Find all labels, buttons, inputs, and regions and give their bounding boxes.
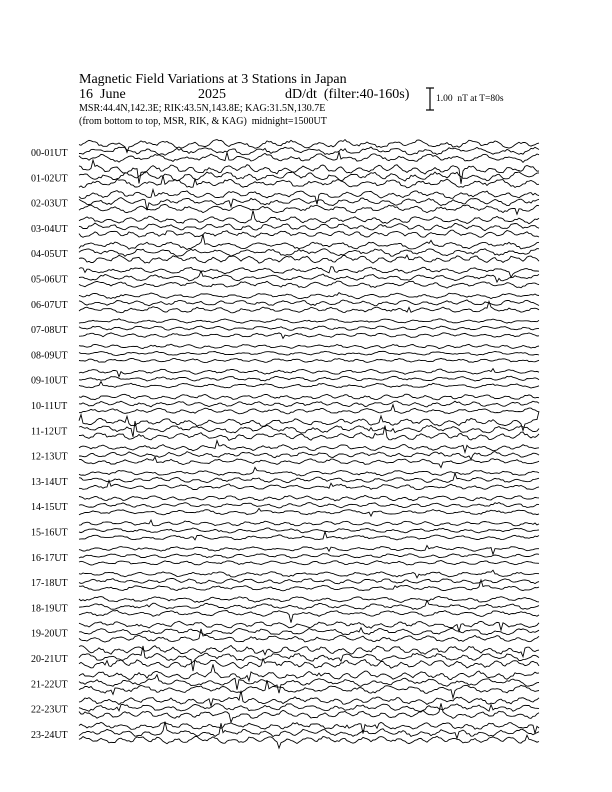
hour-row-12-13UT [31,441,539,468]
station-coordinates: MSR:44.4N,142.3E; RIK:43.5N,143.8E; KAG:31.5N,130.7E [79,103,326,114]
hour-label: 16-17UT [31,552,68,564]
hour-label: 17-18UT [31,578,68,590]
trace-MSR-07-08UT [79,333,539,339]
trace-MSR-09-10UT [79,382,539,389]
trace-KAG-16-17UT [79,546,539,555]
hour-label: 22-23UT [31,704,68,716]
hour-label: 04-05UT [31,249,68,261]
trace-KAG-17-18UT [79,570,539,578]
trace-MSR-06-07UT [79,301,539,312]
hour-label: 19-20UT [31,628,68,640]
trace-MSR-08-09UT [79,358,539,362]
trace-KAG-13-14UT [79,467,539,475]
hour-row-01-02UT [31,160,539,188]
hour-label: 12-13UT [31,451,68,463]
hour-label: 13-14UT [31,476,68,488]
hour-row-18-19UT [31,596,539,622]
hour-row-21-22UT [31,664,539,698]
hour-label: 23-24UT [31,729,68,741]
hour-label: 15-16UT [31,527,68,539]
trace-RIK-11-12UT [79,421,539,437]
trace-RIK-10-11UT [79,401,539,407]
trace-RIK-01-02UT [79,172,539,182]
chart-year: 2025 [198,87,226,102]
trace-RIK-17-18UT [79,578,539,583]
trace-KAG-18-19UT [79,596,539,602]
chart-title: Magnetic Field Variations at 3 Stations in Japan [79,72,347,87]
trace-KAG-10-11UT [79,394,539,400]
hour-row-13-14UT [31,467,539,489]
trace-RIK-21-22UT [79,675,539,693]
trace-RIK-04-05UT [79,249,539,257]
trace-RIK-15-16UT [79,528,539,533]
trace-RIK-19-20UT [79,628,539,635]
hour-row-10-11UT [31,394,539,414]
trace-MSR-21-22UT [79,680,539,698]
hour-label: 02-03UT [31,198,68,210]
hour-label: 09-10UT [31,375,68,387]
hour-row-05-06UT [31,267,539,289]
hour-label: 00-01UT [31,148,68,159]
trace-KAG-07-08UT [79,319,539,323]
trace-KAG-14-15UT [79,495,539,500]
trace-KAG-04-05UT [79,234,539,249]
hour-label: 01-02UT [31,173,68,185]
trace-KAG-01-02UT [79,160,539,184]
hour-row-17-18UT [31,570,539,591]
trace-MSR-04-05UT [79,255,539,263]
trace-RIK-16-17UT [79,554,539,558]
hour-label: 21-22UT [31,679,68,691]
hour-label: 08-09UT [31,350,68,362]
trace-KAG-03-04UT [79,211,539,224]
hour-row-00-01UT [31,140,539,163]
trace-RIK-03-04UT [79,223,539,231]
hour-rows [31,140,539,749]
trace-RIK-00-01UT [79,147,539,155]
trace-order-note: (from bottom to top, MSR, RIK, & KAG) midnight=1500UT [79,116,327,127]
scale-bar [426,88,434,110]
hour-label: 18-19UT [31,603,68,615]
trace-RIK-13-14UT [79,473,539,482]
trace-KAG-22-23UT [79,691,539,706]
trace-RIK-08-09UT [79,351,539,355]
hour-row-06-07UT [31,293,539,313]
chart-date: 16 June [79,87,126,102]
hour-row-22-23UT [31,691,539,723]
trace-MSR-03-04UT [79,230,539,237]
trace-MSR-01-02UT [79,176,539,188]
hour-row-04-05UT [31,234,539,263]
hour-row-08-09UT [31,344,539,362]
chart-component: dD/dt (filter:40-160s) [285,87,410,102]
trace-RIK-12-13UT [79,452,539,460]
trace-RIK-23-24UT [79,722,539,739]
trace-RIK-06-07UT [79,300,539,306]
hour-label: 05-06UT [31,274,68,286]
trace-MSR-23-24UT [79,735,539,748]
trace-RIK-09-10UT [79,376,539,381]
trace-KAG-20-21UT [79,646,539,657]
trace-KAG-21-22UT [79,664,539,681]
trace-RIK-18-19UT [79,601,539,610]
hour-row-19-20UT [31,621,539,642]
hour-row-16-17UT [31,546,539,566]
hour-row-23-24UT [31,722,539,749]
trace-KAG-02-03UT [79,190,539,205]
trace-MSR-18-19UT [79,610,539,622]
trace-RIK-05-06UT [79,271,539,282]
trace-KAG-09-10UT [79,369,539,377]
hour-label: 20-21UT [31,654,68,665]
trace-MSR-00-01UT [79,152,539,162]
hour-row-15-16UT [31,520,539,540]
trace-RIK-22-23UT [79,704,539,712]
trace-RIK-14-15UT [79,503,539,508]
trace-KAG-05-06UT [79,267,539,278]
trace-MSR-15-16UT [79,532,539,540]
hour-row-11-12UT [31,411,539,440]
trace-KAG-11-12UT [79,411,539,430]
trace-MSR-11-12UT [79,426,539,441]
hour-label: 06-07UT [31,299,68,311]
scale-bar-label: 1.00 nT at T=80s [436,94,504,104]
trace-MSR-13-14UT [79,480,539,489]
hour-row-20-21UT [31,646,539,672]
hour-label: 03-04UT [31,223,68,235]
trace-RIK-07-08UT [79,326,539,330]
hour-row-14-15UT [31,495,539,516]
trace-KAG-15-16UT [79,520,539,526]
trace-MSR-05-06UT [79,281,539,288]
trace-KAG-08-09UT [79,344,539,348]
trace-KAG-12-13UT [79,441,539,453]
trace-MSR-14-15UT [79,508,539,516]
hour-row-02-03UT [31,190,539,215]
hour-label: 14-15UT [31,502,68,514]
trace-KAG-06-07UT [79,293,539,299]
hour-label: 10-11UT [31,401,68,412]
trace-MSR-16-17UT [79,561,539,566]
hour-row-03-04UT [31,211,539,238]
hour-row-09-10UT [31,369,539,389]
hour-label: 11-12UT [31,426,68,438]
hour-row-07-08UT [31,319,539,339]
trace-MSR-12-13UT [79,457,539,468]
hour-label: 07-08UT [31,325,68,337]
